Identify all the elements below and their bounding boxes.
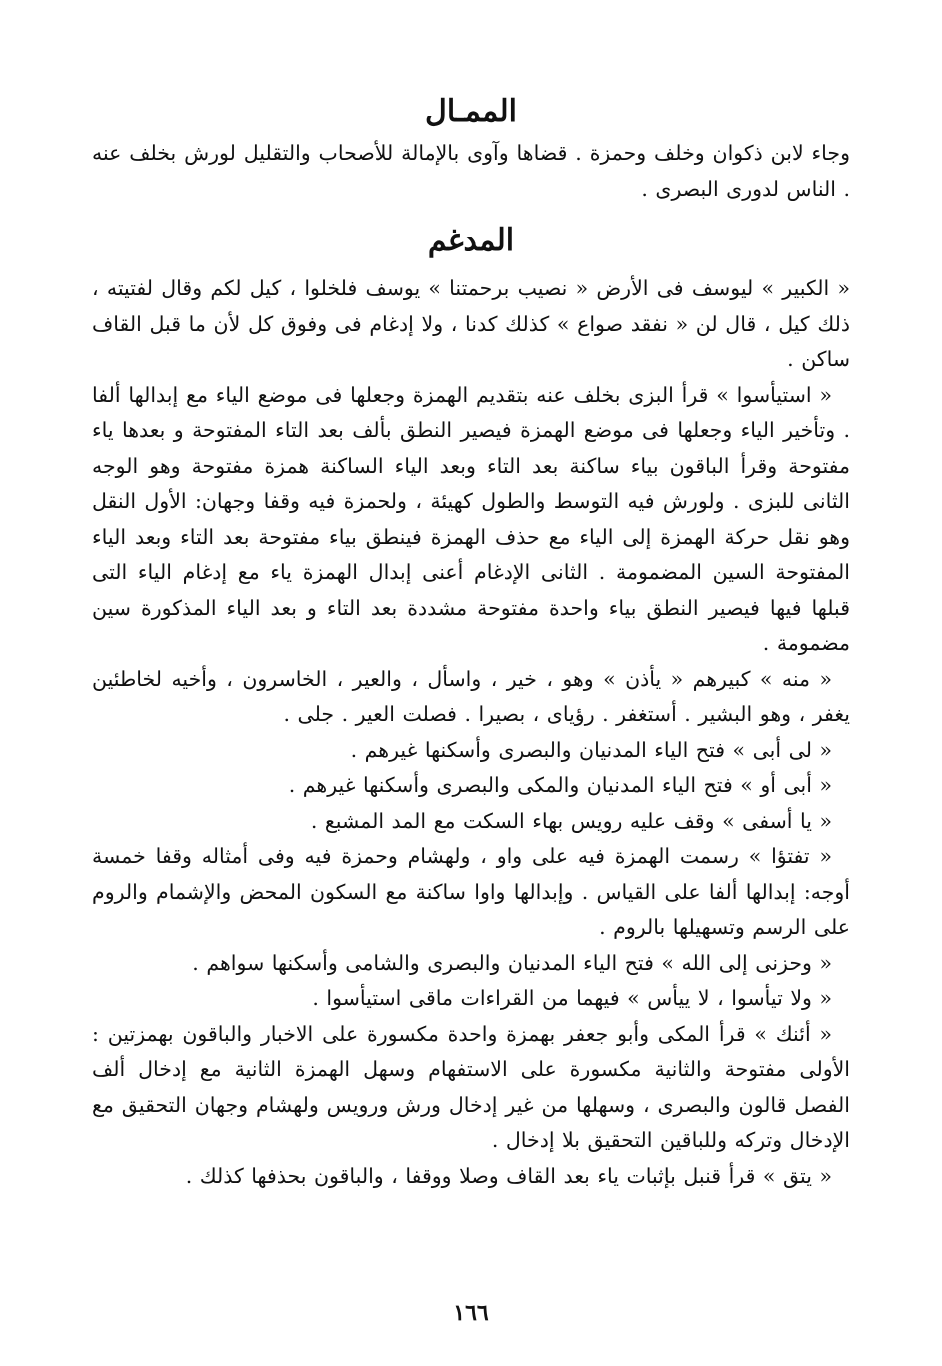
paragraph-ainnaka: « أئنك » قرأ المكى وأبو جعفر بهمزة واحدة مكسورة على الاخبار والباقون بهمزتين : الأولى مفتوحة والثانية مكسورة على الاستفهام وسهل الهمزة الثانية مع إدخال ألف الفصل قالون والبصرى ، وسهلها من غير إدخال ورش ورويس ولهشام وجهان التحقيق مع الإدخال وتركه وللباقين التحقيق بلا إدخال .: [92, 1021, 850, 1152]
paragraph-istayasu: « استيأسوا » قرأ البزى بخلف عنه بتقديم الهمزة وجعلها فى موضع الياء مع إبدالها ألفا . وتأخير الياء وجعلها فى موضع الهمزة فيصير النطق بألف بعد التاء المفتوحة و بعدها ياء مفتوحة وقرأ الباقون بياء ساكنة بعد التاء وبعد الياء الساكنة همزة مفتوحة وهو الوجه الثانى للبزى . ولورش فيه التوسط والطول كهيئة ، ولحمزة فيه وقفا وجهان: الأول النقل وهو نقل حركة الهمزة إلى الياء مع حذف الهمزة فينطق بياء مفتوحة بعد التاء وبعد الياء المفتوحة السين المضمومة . الثانى الإدغام أعنى إبدال الهمزة ياء مع إدغام الياء التى قبلها فيها فيصير النطق بياء واحدة مفتوحة مشددة بعد التاء و بعد الياء المذكورة سين مضمومة .: [92, 382, 850, 655]
section-heading-mudgham: المدغم: [427, 223, 515, 258]
paragraph-taftau: « تفتؤا » رسمت الهمزة فيه على واو ، ولهشام وحمزة فيه وفى أمثاله وقفا خمسة أوجه: إبدالها ألفا على القياس . وإبدالها واوا ساكنة مع السكون المحض والإشمام والروم على الرسم وتسهيلها بالروم .: [92, 844, 850, 939]
section-heading-mumal: الممـال: [425, 94, 517, 129]
paragraph-minhu: « منه » كبيرهم « يأذن » وهو ، خير ، واسأل ، والعير ، الخاسرون ، وأخيه لخاطئين يغفر ، وهو البشير . أستغفر . رؤياى ، بصيرا . فصلت العير . جلى .: [92, 666, 850, 726]
page-number: ١٦٦: [453, 1300, 489, 1326]
paragraph-abi-aw: « أبى أو » فتح الياء المدنيان والمكى والبصرى وأسكنها غيرهم .: [288, 773, 832, 797]
paragraph-li-abi: « لى أبى » فتح الياء المدنيان والبصرى وأسكنها غيرهم .: [350, 737, 832, 762]
paragraph-ya-asafa: « يا أسفى » وقف عليه رويس بهاء السكت مع المد المشبع .: [310, 808, 832, 833]
paragraph-yattaq: « يتق » قرأ قنبل بإثبات ياء بعد القاف وصلا ووقفا ، والباقون بحذفها كذلك .: [185, 1163, 832, 1188]
paragraph-kabir: « الكبير » ليوسف فى الأرض « نصيب برحمتنا » يوسف فلخلوا ، كيل لكم وقال لفتيته ، ذلك كيل ، قال لن « نفقد صواع » كذلك كدنا ، ولا إدغام فى وفوق كل لأن ما قبل القاف ساكن .: [92, 276, 850, 371]
paragraph-huzni: « وحزنى إلى الله » فتح الياء المدنيان والبصرى والشامى وأسكنها سواهم .: [192, 950, 832, 975]
paragraph-tayasu: « ولا تيأسوا ، لا ييأس » فيهما من القراءات ماقى استيأسوا .: [312, 986, 832, 1010]
mumal-paragraph: وجاء لابن ذكوان وخلف وحمزة . قضاها وآوى بالإمالة للأصحاب والتقليل لورش بخلف عنه . الناس لدورى البصرى .: [92, 141, 850, 201]
